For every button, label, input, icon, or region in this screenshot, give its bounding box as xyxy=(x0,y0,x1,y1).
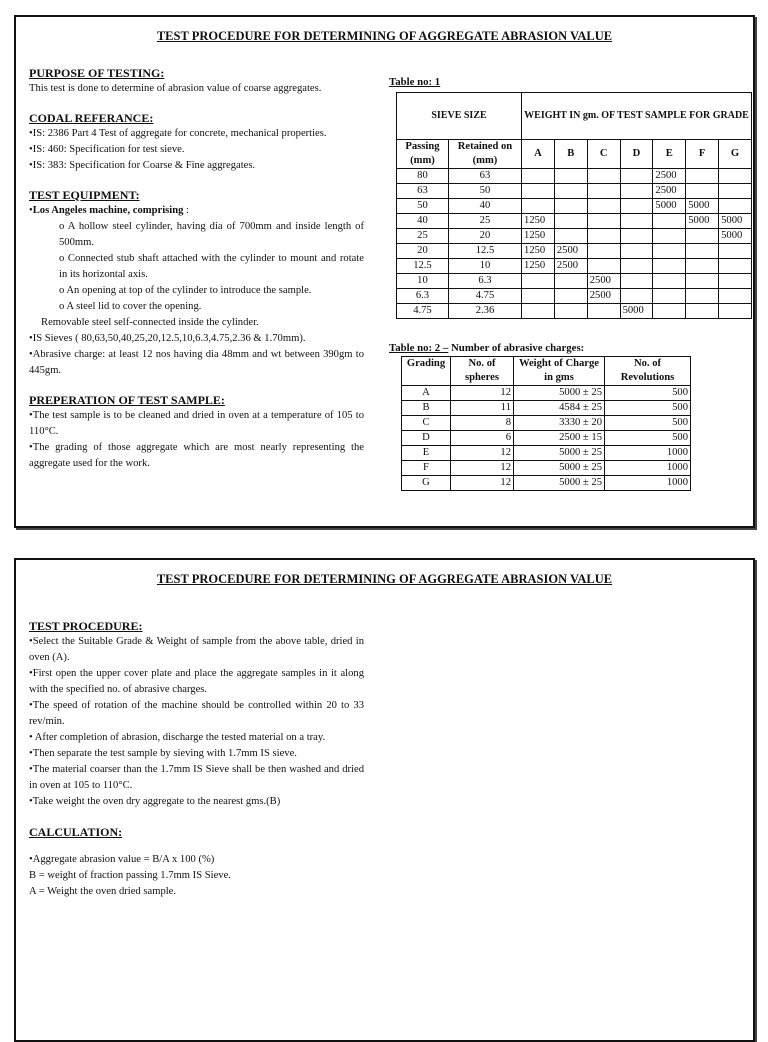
table-row xyxy=(402,416,691,431)
grade-header-a: A xyxy=(522,140,555,169)
revolutions-cell: 500 xyxy=(605,386,691,401)
revolutions-cell: 500 xyxy=(605,401,691,416)
revolutions-header: No. of Revolutions xyxy=(605,357,691,386)
weight-cell xyxy=(522,199,555,214)
procedure-step: • The material coarser than the 1.7mm IS Sieve shall be then washed and dried in oven at 105 to 110°C. xyxy=(29,762,364,794)
weight-cell: 2500 xyxy=(554,259,587,274)
sieve-size-table xyxy=(396,92,752,319)
table2-caption-title: Number of abrasive charges: xyxy=(448,342,585,354)
table-row xyxy=(397,184,752,199)
table1-body xyxy=(397,169,752,319)
charge-weight-cell: 4584 ± 25 xyxy=(514,401,605,416)
table-row xyxy=(397,199,752,214)
weight-cell xyxy=(719,259,752,274)
retained-header: Retained on (mm) xyxy=(448,140,521,169)
weight-cell: 2500 xyxy=(653,169,686,184)
weight-cell xyxy=(719,289,752,304)
weight-cell: 2500 xyxy=(587,289,620,304)
charge-weight-cell: 5000 ± 25 xyxy=(514,461,605,476)
table-row xyxy=(402,476,691,491)
table-row xyxy=(402,431,691,446)
revolutions-cell: 500 xyxy=(605,431,691,446)
weight-cell: 2500 xyxy=(653,184,686,199)
grading-cell: G xyxy=(402,476,451,491)
weight-cell: 1250 xyxy=(522,259,555,274)
weight-cell: 1250 xyxy=(522,214,555,229)
weight-cell xyxy=(620,289,653,304)
grading-cell: D xyxy=(402,431,451,446)
grade-header-d: D xyxy=(620,140,653,169)
procedure-step: • After completion of abrasion, discharge the tested material on a tray. xyxy=(29,730,364,746)
weight-cell xyxy=(653,214,686,229)
procedure-step: • Take weight the oven dry aggregate to the nearest gms.(B) xyxy=(29,794,364,810)
table-row xyxy=(397,244,752,259)
charge-weight-cell: 3330 ± 20 xyxy=(514,416,605,431)
weight-cell: 2500 xyxy=(587,274,620,289)
passing-cell: 80 xyxy=(397,169,449,184)
revolutions-cell: 1000 xyxy=(605,461,691,476)
spheres-cell: 12 xyxy=(451,446,514,461)
revolutions-cell: 1000 xyxy=(605,446,691,461)
weight-cell xyxy=(554,184,587,199)
codal-item: • IS: 460: Specification for test sieve. xyxy=(29,142,364,158)
passing-cell: 6.3 xyxy=(397,289,449,304)
calculation-b-definition: B = weight of fraction passing 1.7mm IS Sieve. xyxy=(29,870,231,881)
weight-header: WEIGHT IN gm. OF TEST SAMPLE FOR GRADE xyxy=(522,93,752,140)
weight-cell xyxy=(686,169,719,184)
weight-cell xyxy=(587,169,620,184)
spheres-cell: 8 xyxy=(451,416,514,431)
equipment-charge: • Abrasive charge: at least 12 nos having dia 48mm and wt between 390gm to 445gm. xyxy=(29,347,364,379)
weight-cell: 5000 xyxy=(719,214,752,229)
preparation-item: • The test sample is to be cleaned and dried in oven at a temperature of 105 to 110°C. xyxy=(29,408,364,440)
weight-cell xyxy=(686,229,719,244)
weight-cell xyxy=(554,274,587,289)
weight-cell xyxy=(522,289,555,304)
calculation-formula: • Aggregate abrasion value = B/A x 100 (%) xyxy=(29,852,364,868)
passing-cell: 10 xyxy=(397,274,449,289)
table-row xyxy=(397,304,752,319)
table1-caption: Table no: 1 xyxy=(389,76,441,88)
calculation-heading: CALCULATION: xyxy=(29,825,123,839)
table2-caption xyxy=(389,342,584,354)
weight-cell xyxy=(554,304,587,319)
procedure-step: • The speed of rotation of the machine should be controlled within 20 to 33 rev/min. xyxy=(29,698,364,730)
weight-cell: 5000 xyxy=(620,304,653,319)
weight-cell xyxy=(554,214,587,229)
weight-cell xyxy=(620,244,653,259)
table-row xyxy=(397,229,752,244)
page-title: TEST PROCEDURE FOR DETERMINING OF AGGREGATE ABRASION VALUE xyxy=(156,572,613,586)
weight-cell xyxy=(522,274,555,289)
weight-cell: 1250 xyxy=(522,244,555,259)
weight-cell xyxy=(686,184,719,199)
weight-cell xyxy=(686,289,719,304)
weight-charge-header: Weight of Charge in gms xyxy=(514,357,605,386)
machine-colon: : xyxy=(183,205,189,216)
page-title: TEST PROCEDURE FOR DETERMINING OF AGGREGATE ABRASION VALUE xyxy=(156,29,613,43)
weight-cell xyxy=(653,274,686,289)
weight-cell xyxy=(719,184,752,199)
weight-cell xyxy=(686,274,719,289)
weight-cell xyxy=(554,229,587,244)
table-row xyxy=(397,259,752,274)
equipment-sub-item: o Connected stub shaft attached with the cylinder to mount and rotate in its horizontal axis. xyxy=(29,251,364,283)
table-row xyxy=(397,274,752,289)
weight-cell xyxy=(522,184,555,199)
revolutions-cell: 500 xyxy=(605,416,691,431)
table-row xyxy=(402,446,691,461)
weight-cell xyxy=(620,274,653,289)
table2-body xyxy=(402,386,691,491)
grade-header-c: C xyxy=(587,140,620,169)
retained-cell: 10 xyxy=(448,259,521,274)
table2-header-row xyxy=(402,357,691,386)
left-column xyxy=(29,59,364,472)
weight-cell xyxy=(620,214,653,229)
weight-cell xyxy=(686,304,719,319)
purpose-text: This test is done to determine of abrasion value of coarse aggregates. xyxy=(29,83,322,94)
passing-header: Passing (mm) xyxy=(397,140,449,169)
equipment-sub-item: o A hollow steel cylinder, having dia of 700mm and inside length of 500mm. xyxy=(29,219,364,251)
weight-cell xyxy=(554,289,587,304)
weight-cell xyxy=(719,304,752,319)
revolutions-cell: 1000 xyxy=(605,476,691,491)
weight-cell xyxy=(587,244,620,259)
weight-cell xyxy=(620,184,653,199)
weight-cell: 5000 xyxy=(719,229,752,244)
weight-cell xyxy=(653,259,686,274)
weight-cell xyxy=(587,304,620,319)
table-row xyxy=(402,386,691,401)
weight-cell xyxy=(719,274,752,289)
weight-cell xyxy=(653,244,686,259)
sieve-size-header: SIEVE SIZE xyxy=(397,93,522,140)
charge-weight-cell: 5000 ± 25 xyxy=(514,386,605,401)
purpose-heading: PURPOSE OF TESTING: xyxy=(29,66,165,80)
weight-cell xyxy=(620,229,653,244)
weight-cell xyxy=(587,184,620,199)
table-row xyxy=(402,461,691,476)
weight-cell xyxy=(620,199,653,214)
weight-cell xyxy=(686,259,719,274)
spheres-cell: 11 xyxy=(451,401,514,416)
procedure-step: • Then separate the test sample by sieving with 1.7mm IS sieve. xyxy=(29,746,364,762)
procedure-step: • First open the upper cover plate and place the aggregate samples in it along with the specified no. of abrasive charges. xyxy=(29,666,364,698)
grading-cell: B xyxy=(402,401,451,416)
equipment-removable: Removable steel self-connected inside the cylinder. xyxy=(41,317,259,328)
grade-header-e: E xyxy=(653,140,686,169)
weight-cell xyxy=(620,169,653,184)
weight-cell xyxy=(554,199,587,214)
table-row xyxy=(397,214,752,229)
retained-cell: 4.75 xyxy=(448,289,521,304)
weight-cell: 2500 xyxy=(554,244,587,259)
passing-cell: 50 xyxy=(397,199,449,214)
equipment-sub-item: o A steel lid to cover the opening. xyxy=(29,299,364,315)
codal-item: • IS: 383: Specification for Coarse & Fine aggregates. xyxy=(29,158,364,174)
weight-cell xyxy=(653,304,686,319)
weight-cell xyxy=(653,289,686,304)
weight-cell xyxy=(587,229,620,244)
retained-cell: 6.3 xyxy=(448,274,521,289)
charge-weight-cell: 2500 ± 15 xyxy=(514,431,605,446)
equipment-sieves: • IS Sieves ( 80,63,50,40,25,20,12.5,10,6.3,4.75,2.36 & 1.70mm). xyxy=(29,331,364,347)
procedure-column xyxy=(29,612,364,900)
passing-cell: 12.5 xyxy=(397,259,449,274)
table2-caption-number: Table no: 2 – xyxy=(389,342,449,354)
weight-cell xyxy=(719,169,752,184)
weight-cell xyxy=(719,244,752,259)
table-row xyxy=(397,289,752,304)
weight-cell xyxy=(620,259,653,274)
passing-cell: 20 xyxy=(397,244,449,259)
retained-cell: 40 xyxy=(448,199,521,214)
charge-weight-cell: 5000 ± 25 xyxy=(514,446,605,461)
weight-cell xyxy=(522,169,555,184)
spheres-cell: 12 xyxy=(451,461,514,476)
procedure-step: • Select the Suitable Grade & Weight of sample from the above table, dried in oven (A). xyxy=(29,634,364,666)
passing-cell: 63 xyxy=(397,184,449,199)
retained-cell: 2.36 xyxy=(448,304,521,319)
table1-header-row xyxy=(397,93,752,140)
equipment-sub-item: o An opening at top of the cylinder to introduce the sample. xyxy=(29,283,364,299)
retained-cell: 50 xyxy=(448,184,521,199)
grading-cell: E xyxy=(402,446,451,461)
weight-cell: 1250 xyxy=(522,229,555,244)
document-page-2 xyxy=(14,558,755,1042)
passing-cell: 25 xyxy=(397,229,449,244)
retained-cell: 63 xyxy=(448,169,521,184)
weight-cell xyxy=(653,229,686,244)
grade-header-f: F xyxy=(686,140,719,169)
grading-cell: C xyxy=(402,416,451,431)
weight-cell xyxy=(587,259,620,274)
weight-cell xyxy=(554,169,587,184)
weight-cell xyxy=(522,304,555,319)
spheres-header: No. of spheres xyxy=(451,357,514,386)
equipment-heading: TEST EQUIPMENT: xyxy=(29,188,140,202)
abrasive-charges-table xyxy=(401,356,691,491)
document-page-1 xyxy=(14,15,755,528)
weight-cell xyxy=(719,199,752,214)
codal-heading: CODAL REFERANCE: xyxy=(29,111,154,125)
equipment-machine xyxy=(29,203,364,219)
table1-subheader-row xyxy=(397,140,752,169)
table-row xyxy=(397,169,752,184)
grade-header-b: B xyxy=(554,140,587,169)
passing-cell: 4.75 xyxy=(397,304,449,319)
grading-cell: A xyxy=(402,386,451,401)
grading-cell: F xyxy=(402,461,451,476)
table-row xyxy=(402,401,691,416)
passing-cell: 40 xyxy=(397,214,449,229)
retained-cell: 20 xyxy=(448,229,521,244)
spheres-cell: 12 xyxy=(451,476,514,491)
machine-name: Los Angeles machine, comprising xyxy=(32,205,184,216)
weight-cell xyxy=(686,244,719,259)
preparation-heading: PREPERATION OF TEST SAMPLE: xyxy=(29,393,225,407)
codal-item: • IS: 2386 Part 4 Test of aggregate for concrete, mechanical properties. xyxy=(29,126,364,142)
procedure-heading: TEST PROCEDURE: xyxy=(29,619,143,633)
weight-cell xyxy=(587,199,620,214)
weight-cell xyxy=(587,214,620,229)
calculation-a-definition: A = Weight the oven dried sample. xyxy=(29,886,177,897)
preparation-item: • The grading of those aggregate which are most nearly representing the aggregate used for the work. xyxy=(29,440,364,472)
weight-cell: 5000 xyxy=(686,199,719,214)
weight-cell: 5000 xyxy=(653,199,686,214)
weight-cell: 5000 xyxy=(686,214,719,229)
retained-cell: 25 xyxy=(448,214,521,229)
retained-cell: 12.5 xyxy=(448,244,521,259)
spheres-cell: 6 xyxy=(451,431,514,446)
charge-weight-cell: 5000 ± 25 xyxy=(514,476,605,491)
grade-header-g: G xyxy=(719,140,752,169)
spheres-cell: 12 xyxy=(451,386,514,401)
grading-header: Grading xyxy=(402,357,451,386)
